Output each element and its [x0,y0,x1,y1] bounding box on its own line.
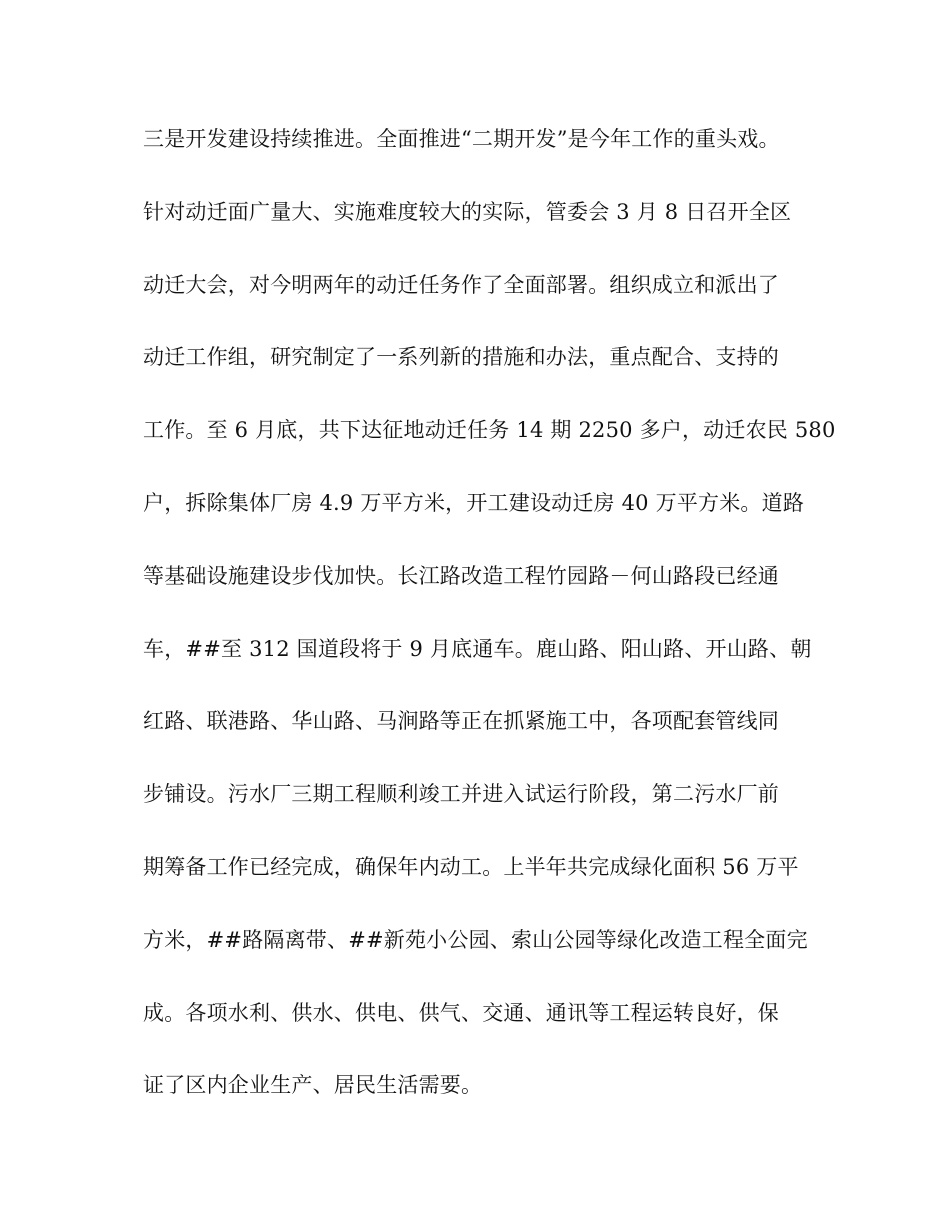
text-line: 针对动迁面广量大、实施难度较大的实际，管委会 3 月 8 日召开全区 [143,199,792,224]
text-line: 成。各项水利、供水、供电、供气、交通、通讯等工程运转良好，保 [143,1000,779,1025]
text-line: 三是开发建设持续推进。全面推进“二期开发”是今年工作的重头戏。 [143,127,780,151]
text-line: 车，##至 312 国道段将于 9 月底通车。鹿山路、阳山路、开山路、朝 [143,636,812,661]
text-line: 户，拆除集体厂房 4.9 万平方米，开工建设动迁房 40 万平方米。道路 [143,490,805,515]
text-line: 方米，##路隔离带、##新苑小公园、索山公园等绿化改造工程全面完 [143,927,808,952]
text-line: 动迁工作组，研究制定了一系列新的措施和办法，重点配合、支持的 [143,345,779,370]
text-line: 动迁大会，对今明两年的动迁任务作了全面部署。组织成立和派出了 [143,272,779,297]
text-line: 期筹备工作已经完成，确保年内动工。上半年共完成绿化面积 56 万平 [143,854,799,879]
text-line: 证了区内企业生产、居民生活需要。 [143,1073,483,1098]
text-line: 工作。至 6 月底，共下达征地动迁任务 14 期 2250 多户，动迁农民 580 [143,418,836,443]
text-line: 红路、联港路、华山路、马涧路等正在抓紧施工中，各项配套管线同 [143,709,779,734]
text-line: 步铺设。污水厂三期工程顺利竣工并进入试运行阶段，第二污水厂前 [143,782,779,807]
body-paragraph [143,118,836,1137]
text-line: 等基础设施建设步伐加快。长江路改造工程竹园路－何山路段已经通 [143,563,779,588]
